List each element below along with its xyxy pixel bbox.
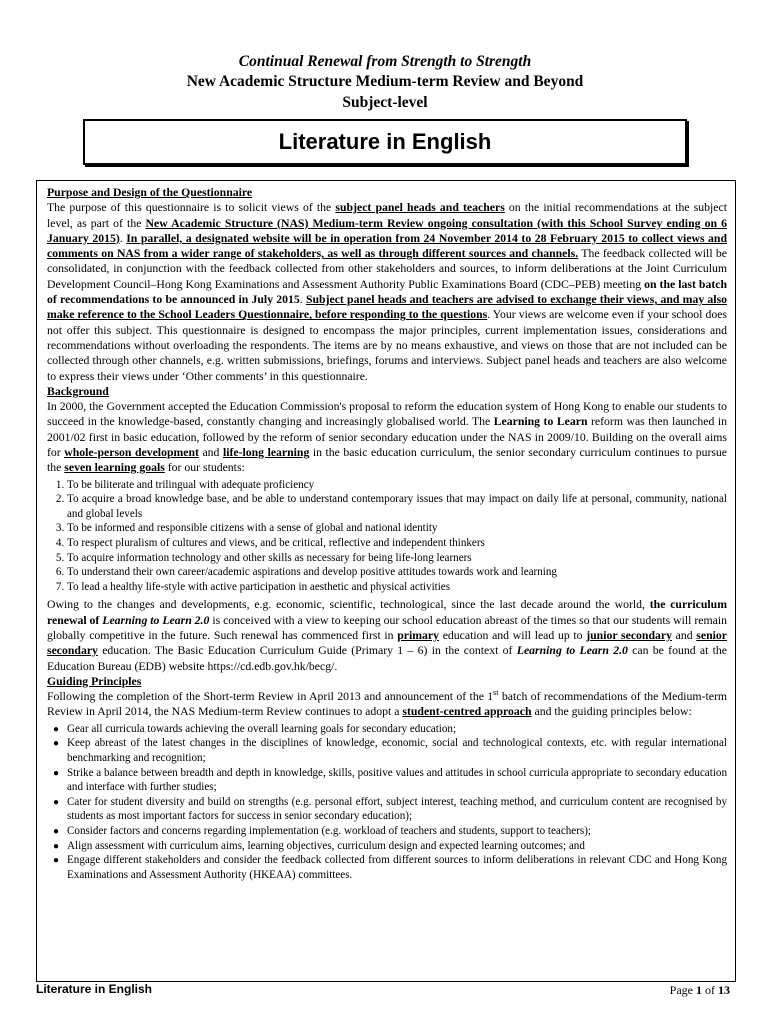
text: . <box>119 231 127 245</box>
emphasis: the curriculum renewal of <box>47 598 727 627</box>
text: The purpose of this questionnaire is to solicit views of the <box>47 201 336 215</box>
text: education and will lead up to <box>439 628 587 642</box>
list-item <box>53 736 727 765</box>
emphasis: life-long learning <box>222 446 310 460</box>
list-item: 7. To lead a healthy life-style with active participation in aesthetic and physical activities <box>67 580 727 595</box>
total-pages: 13 <box>718 983 730 997</box>
bullet-icon: ● <box>53 840 60 852</box>
list-item-text: Keep abreast of the latest changes in the disciplines of knowledge, economic, social and technological contexts, etc. with regular international benchmarking and recognition; <box>67 737 727 764</box>
section-heading-purpose: Purpose and Design of the Questionnaire <box>47 186 253 199</box>
superscript: st <box>493 688 499 698</box>
text: Page <box>669 983 696 997</box>
list-item: 5. To acquire information technology and other skills as necessary for being life-long learners <box>67 551 727 566</box>
text: . Your views are welcome even if your school does not offer this subject. This questionnaire is designed to encompass the major principles, current implementation issues, considerations and recommendations without overloading the respondents. The items are by no means exhaustive, and views on those that are not included can be collected through other channels, e.g. written submissions, briefings, forums and interviews. Subject panel heads and teachers are also welcome to express their views under ‘Other comments’ in this questionnaire. <box>47 308 727 383</box>
text: and <box>671 628 697 642</box>
section-heading-background: Background <box>47 384 109 398</box>
title-box <box>83 119 687 165</box>
list-item <box>53 824 727 839</box>
emphasis: on the last batch of recommendations to be announced in July 2015 <box>47 277 727 307</box>
emphasis: seven learning goals <box>64 461 165 475</box>
list-item: 1. To be biliterate and trilingual with adequate proficiency <box>67 478 727 493</box>
emphasis: senior secondary <box>47 628 727 658</box>
content-inner <box>47 185 727 882</box>
emphasis: primary <box>397 628 440 642</box>
emphasis: Learning to Learn 2.0 <box>102 613 210 627</box>
text: is conceived with a view to keeping our school education abreast of the times so that our students will remain globally competitive in the future. Such renewal has commenced first in <box>47 613 727 642</box>
emphasis: junior secondary <box>586 628 672 642</box>
emphasis: student-centred approach <box>402 705 532 719</box>
purpose-paragraph <box>47 200 727 384</box>
list-item-text: Gear all curricula towards achieving the overall learning goals for secondary education; <box>67 722 457 735</box>
list-item: 4. To respect pluralism of cultures and views, and be critical, reflective and independent thinkers <box>67 536 727 551</box>
current-page: 1 <box>696 983 702 997</box>
bullet-icon: ● <box>53 767 60 779</box>
bullet-icon: ● <box>53 855 60 867</box>
emphasis: whole-person development <box>64 446 199 460</box>
text: Following the completion of the Short-term Review in April 2013 and announcement of the 1 <box>47 690 494 704</box>
text: education. The Basic Education Curriculum Guide (Primary 1 – 6) in the context of <box>97 644 517 658</box>
text: The feedback collected will be consolidated, in conjunction with the feedback collected from other stakeholders and sources, to inform deliberations at the Joint Curriculum Development Council–Hong Kong Examinations and Assessment Authority Public Examinations Board (CDC–PEB) meeting <box>47 247 727 291</box>
list-item-text: Strike a balance between breadth and depth in knowledge, skills, positive values and attitudes in school curricula appropriate to secondary education and interface with further studies; <box>67 766 727 794</box>
guiding-paragraph <box>47 689 727 720</box>
text: . <box>299 293 306 307</box>
emphasis: Subject panel heads and teachers are advised to exchange their views, and may also make reference to the School Leaders Questionnaire, before responding to the questions <box>47 293 728 322</box>
text: In 2000, the Government accepted the Education Commission's proposal to reform the education system of Hong Kong to enable our students to succeed in the knowledge-based, constantly changing and increasingly globalised world. The <box>47 400 727 429</box>
list-item: 2. To acquire a broad knowledge base, and be able to understand contemporary issues that may impact on daily life at personal, community, national and global levels <box>67 492 727 521</box>
text: can be found at the Education Bureau (EDB) website https://cd.edb.gov.hk/becg/. <box>47 644 727 673</box>
list-item-text: Align assessment with curriculum aims, learning objectives, curriculum design and expected learning outcomes; and <box>67 839 585 852</box>
list-item-text: Engage different stakeholders and consider the feedback collected from different sources to inform deliberations in relevant CDC and Hong Kong Examinations and Assessment Authority (HKEAA) committees. <box>67 854 727 881</box>
background-paragraph <box>47 399 727 475</box>
bullet-icon: ● <box>53 723 60 735</box>
emphasis: Learning to Learn 2.0 <box>516 644 628 658</box>
list-item <box>53 766 727 795</box>
footer-subject: Literature in English <box>36 982 153 996</box>
list-item <box>53 839 727 854</box>
emphasis: In parallel, a designated website will be in operation from 24 November 2014 to 28 February 2015 to collect views and comments on NAS from a wider range of stakeholders, as well as through different sources and channels. <box>47 231 728 261</box>
emphasis: Learning to Learn <box>493 415 588 429</box>
section-heading-guiding: Guiding Principles <box>47 674 142 688</box>
list-item-text: Consider factors and concerns regarding implementation (e.g. workload of teachers and students, support to teachers); <box>67 824 592 837</box>
bullet-icon: ● <box>53 738 60 750</box>
page-title: Literature in English <box>278 129 492 154</box>
list-item: 6. To understand their own career/academic aspirations and develop positive attitudes towards work and learning <box>67 565 727 580</box>
text: and <box>198 446 223 460</box>
text: batch of recommendations of the Medium-term Review in April 2014, the NAS Medium-term Review continues to adopt a <box>47 690 727 719</box>
bullet-icon: ● <box>53 796 60 808</box>
text: in the basic education curriculum, the senior secondary curriculum continues to pursue the <box>47 446 728 475</box>
list-item-text: Cater for student diversity and build on strengths (e.g. personal effort, subject interest, teaching method, and curriculum content are recognised by students as most important factors for success in senior secondary education); <box>67 795 727 823</box>
text: reform was then launched in 2001/02 first in basic education, followed by the reform of senior secondary education under the NAS in 2009/10. Building on the overall aims for <box>47 415 727 460</box>
content-box <box>36 180 736 982</box>
learning-goals-list <box>47 478 727 595</box>
text: and the guiding principles below: <box>531 705 692 719</box>
emphasis: New Academic Structure (NAS) Medium-term Review ongoing consultation (with this School Survey ending on 6 January 2015) <box>47 216 727 245</box>
renewal-paragraph <box>47 597 727 673</box>
list-item <box>53 853 727 882</box>
emphasis: subject panel heads and teachers <box>335 201 505 215</box>
header-line-1: Continual Renewal from Strength to Strength <box>238 53 532 70</box>
list-item <box>53 795 727 824</box>
bullet-icon: ● <box>53 825 60 837</box>
text: on the initial recommendations at the subject level, as part of the <box>47 201 727 230</box>
header-line-3: Subject-level <box>342 94 428 111</box>
text: Owing to the changes and developments, e.g. economic, scientific, technological, since the last decade around the world, <box>47 598 650 612</box>
guiding-principles-list <box>47 722 727 883</box>
list-item <box>53 722 727 737</box>
header-line-2: New Academic Structure Medium-term Review and Beyond <box>186 73 584 90</box>
list-item: 3. To be informed and responsible citizens with a sense of global and national identity <box>67 521 727 536</box>
text: of <box>702 983 718 997</box>
page-number <box>670 983 730 998</box>
text: for our students: <box>164 461 245 475</box>
